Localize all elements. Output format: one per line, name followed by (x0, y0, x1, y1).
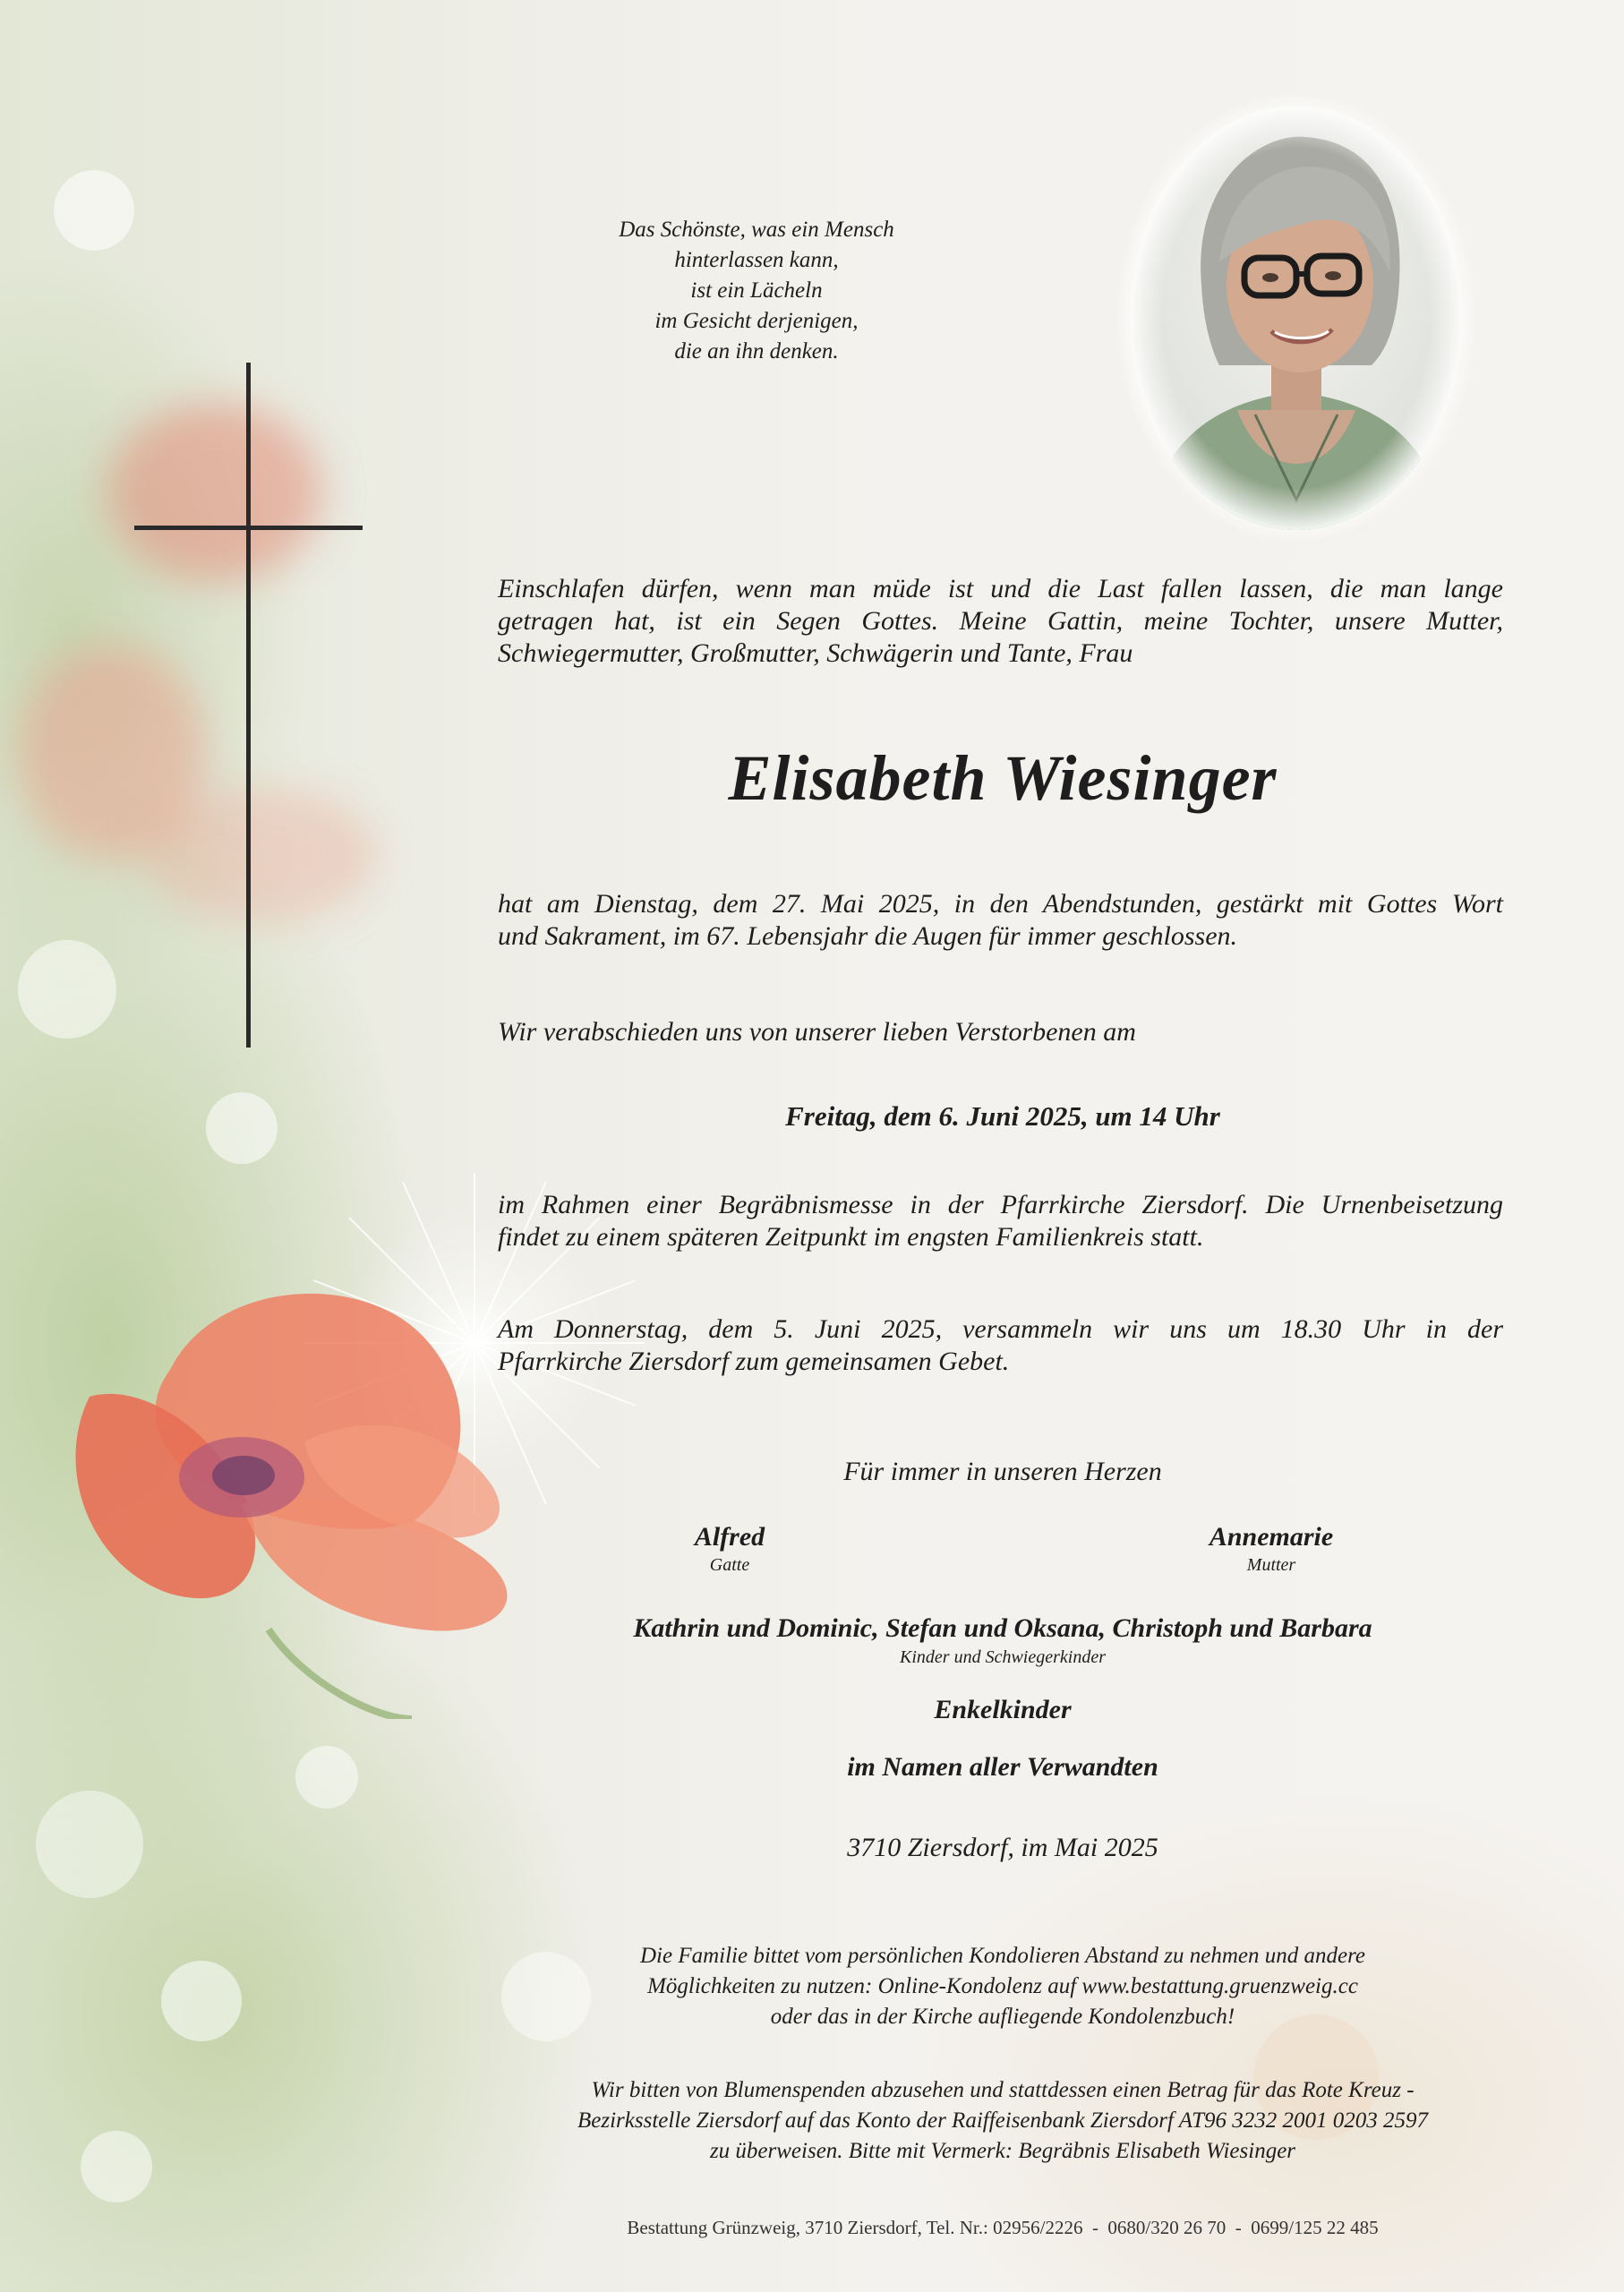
blurred-poppy-mid (18, 645, 206, 860)
intro-paragraph (498, 573, 1503, 670)
donation-line: Wir bitten von Blumenspenden abzusehen und stattdessen einen Betrag für das Rote Kreuz - (591, 2078, 1415, 2102)
bokeh-light (295, 1746, 358, 1809)
blurred-poppy-lower (143, 788, 376, 922)
children-names: Kathrin und Dominic, Stefan und Oksana, Christoph und Barbara (633, 1613, 1372, 1643)
relatives: im Namen aller Verwandten (847, 1752, 1158, 1782)
donation-line: Bezirksstelle Ziersdorf auf das Konto der Raiffeisenbank Ziersdorf AT96 3232 2001 0203 2597 (577, 2108, 1428, 2133)
quote-line: Das Schönste, was ein Mensch (619, 218, 894, 242)
intro-line: getragen hat, ist ein Segen Gottes. Meine Gattin, meine Tochter, unsere Mutter, (498, 606, 1503, 636)
place-date: 3710 Ziersdorf, im Mai 2025 (847, 1833, 1158, 1862)
husband-role: Gatte (709, 1555, 750, 1575)
prayer-info-line: Am Donnerstag, dem 5. Juni 2025, versammeln wir uns um 18.30 Uhr in der (498, 1314, 1503, 1344)
children-role: Kinder und Schwiegerkinder (900, 1647, 1106, 1667)
portrait-photo (1130, 106, 1463, 530)
quote-line: die an ihn denken. (674, 339, 839, 363)
intro-line: Schwiegermutter, Großmutter, Schwägerin und Tante, Frau (498, 638, 1133, 668)
bokeh-light (36, 1791, 143, 1898)
prayer-info-line: Pfarrkirche Ziersdorf zum gemeinsamen Gebet. (498, 1347, 1010, 1376)
blurred-poppy-top (107, 403, 322, 582)
mass-info-line: findet zu einem späteren Zeitpunkt im engsten Familienkreis statt. (498, 1222, 1204, 1252)
forever-line: Für immer in unseren Herzen (843, 1457, 1162, 1486)
mother-name: Annemarie (1209, 1522, 1334, 1552)
quote-line: hinterlassen kann, (674, 248, 839, 272)
bokeh-light (161, 1961, 242, 2041)
quote-line: ist ein Lächeln (690, 278, 823, 303)
husband-name: Alfred (694, 1522, 765, 1552)
bokeh-light (18, 940, 116, 1039)
donation-note (483, 2075, 1522, 2167)
mass-info-line: im Rahmen einer Begräbnismesse in der Pfarrkirche Ziersdorf. Die Urnenbeisetzung (498, 1190, 1503, 1219)
death-notice-paragraph (498, 888, 1503, 953)
cross-horizontal-bar (134, 526, 363, 530)
mother-role: Mutter (1246, 1555, 1296, 1575)
deceased-name: Elisabeth Wiesinger (728, 742, 1278, 814)
cross-vertical-bar (246, 363, 251, 1048)
intro-line: Einschlafen dürfen, wenn man müde ist und die Last fallen lassen, die man lange (498, 574, 1503, 603)
quote-line: im Gesicht derjenigen, (654, 309, 859, 333)
bokeh-light (54, 170, 134, 251)
grandchildren: Enkelkinder (934, 1695, 1072, 1724)
funeral-home-footer: Bestattung Grünzweig, 3710 Ziersdorf, Tel. Nr.: 02956/2226 - 0680/320 26 70 - 0699/125 22 485 (627, 2217, 1379, 2238)
bokeh-light (206, 1092, 278, 1164)
prayer-info-paragraph (498, 1313, 1503, 1378)
condolence-line: oder das in der Kirche aufliegende Kondolenzbuch! (770, 2005, 1235, 2029)
condolence-note (483, 1941, 1522, 2032)
donation-line: zu überweisen. Bitte mit Vermerk: Begräbnis Elisabeth Wiesinger (709, 2139, 1296, 2163)
funeral-datetime: Freitag, dem 6. Juni 2025, um 14 Uhr (785, 1100, 1220, 1132)
condolence-line: Möglichkeiten zu nutzen: Online-Kondolenz auf www.bestattung.gruenzweig.cc (647, 1974, 1358, 1998)
death-notice-line: hat am Dienstag, dem 27. Mai 2025, in den Abendstunden, gestärkt mit Gottes Wort (498, 889, 1503, 919)
condolence-line: Die Familie bittet vom persönlichen Kondolieren Abstand zu nehmen und andere (639, 1944, 1366, 1968)
farewell-intro: Wir verabschieden uns von unserer lieben Verstorbenen am (498, 1017, 1136, 1047)
mass-info-paragraph (498, 1189, 1503, 1253)
bokeh-light (81, 2131, 152, 2202)
death-notice-line: und Sakrament, im 67. Lebensjahr die Augen für immer geschlossen. (498, 921, 1238, 951)
memorial-quote (501, 215, 1012, 367)
